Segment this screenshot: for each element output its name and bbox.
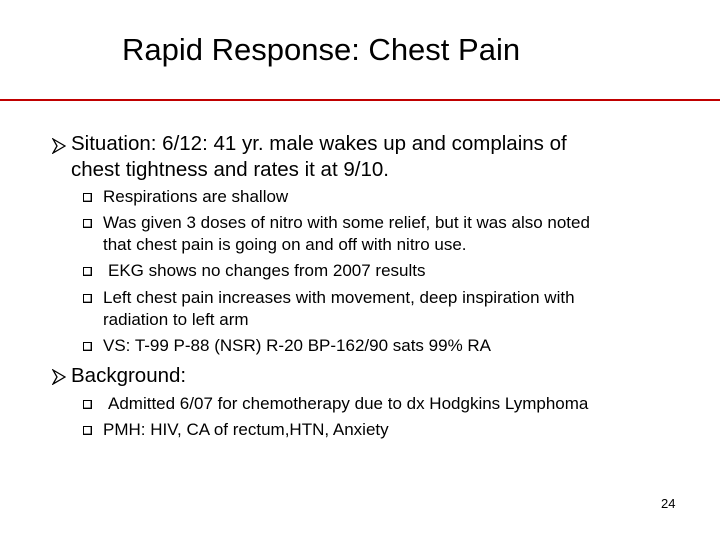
situation-item-chest-pain-line-1: Left chest pain increases with movement, deep inspiration with	[103, 288, 575, 307]
hollow-square-bullet-icon	[83, 219, 92, 228]
hollow-square-bullet-icon	[83, 400, 92, 409]
situation-item-vitals: VS: T-99 P-88 (NSR) R-20 BP-162/90 sats 99% RA	[103, 336, 492, 355]
situation-line-2: chest tightness and rates it at 9/10.	[71, 158, 389, 181]
hollow-square-bullet-icon	[83, 193, 92, 202]
background-heading: Background:	[71, 364, 187, 387]
situation-item-respirations: Respirations are shallow	[103, 187, 289, 206]
situation-item-nitro-line-1: Was given 3 doses of nitro with some relief, but it was also noted	[103, 213, 590, 232]
situation-line-1: Situation: 6/12: 41 yr. male wakes up and complains of	[71, 132, 567, 155]
hollow-square-bullet-icon	[83, 426, 92, 435]
background-item-admitted: Admitted 6/07 for chemotherapy due to dx Hodgkins Lymphoma	[108, 394, 589, 413]
situation-item-ekg: EKG shows no changes from 2007 results	[108, 261, 426, 280]
hollow-square-bullet-icon	[83, 267, 92, 276]
title-divider	[0, 99, 720, 101]
hollow-square-bullet-icon	[83, 294, 92, 303]
page-number: 24	[661, 496, 676, 511]
slide-title: Rapid Response: Chest Pain	[122, 32, 521, 67]
situation-item-chest-pain-line-2: radiation to left arm	[103, 310, 249, 329]
hollow-square-bullet-icon	[83, 342, 92, 351]
background-item-pmh: PMH: HIV, CA of rectum,HTN, Anxiety	[103, 420, 389, 439]
arrowhead-bullet-icon	[52, 369, 66, 385]
arrowhead-bullet-icon	[52, 138, 66, 154]
situation-item-nitro-line-2: that chest pain is going on and off with nitro use.	[103, 235, 467, 254]
